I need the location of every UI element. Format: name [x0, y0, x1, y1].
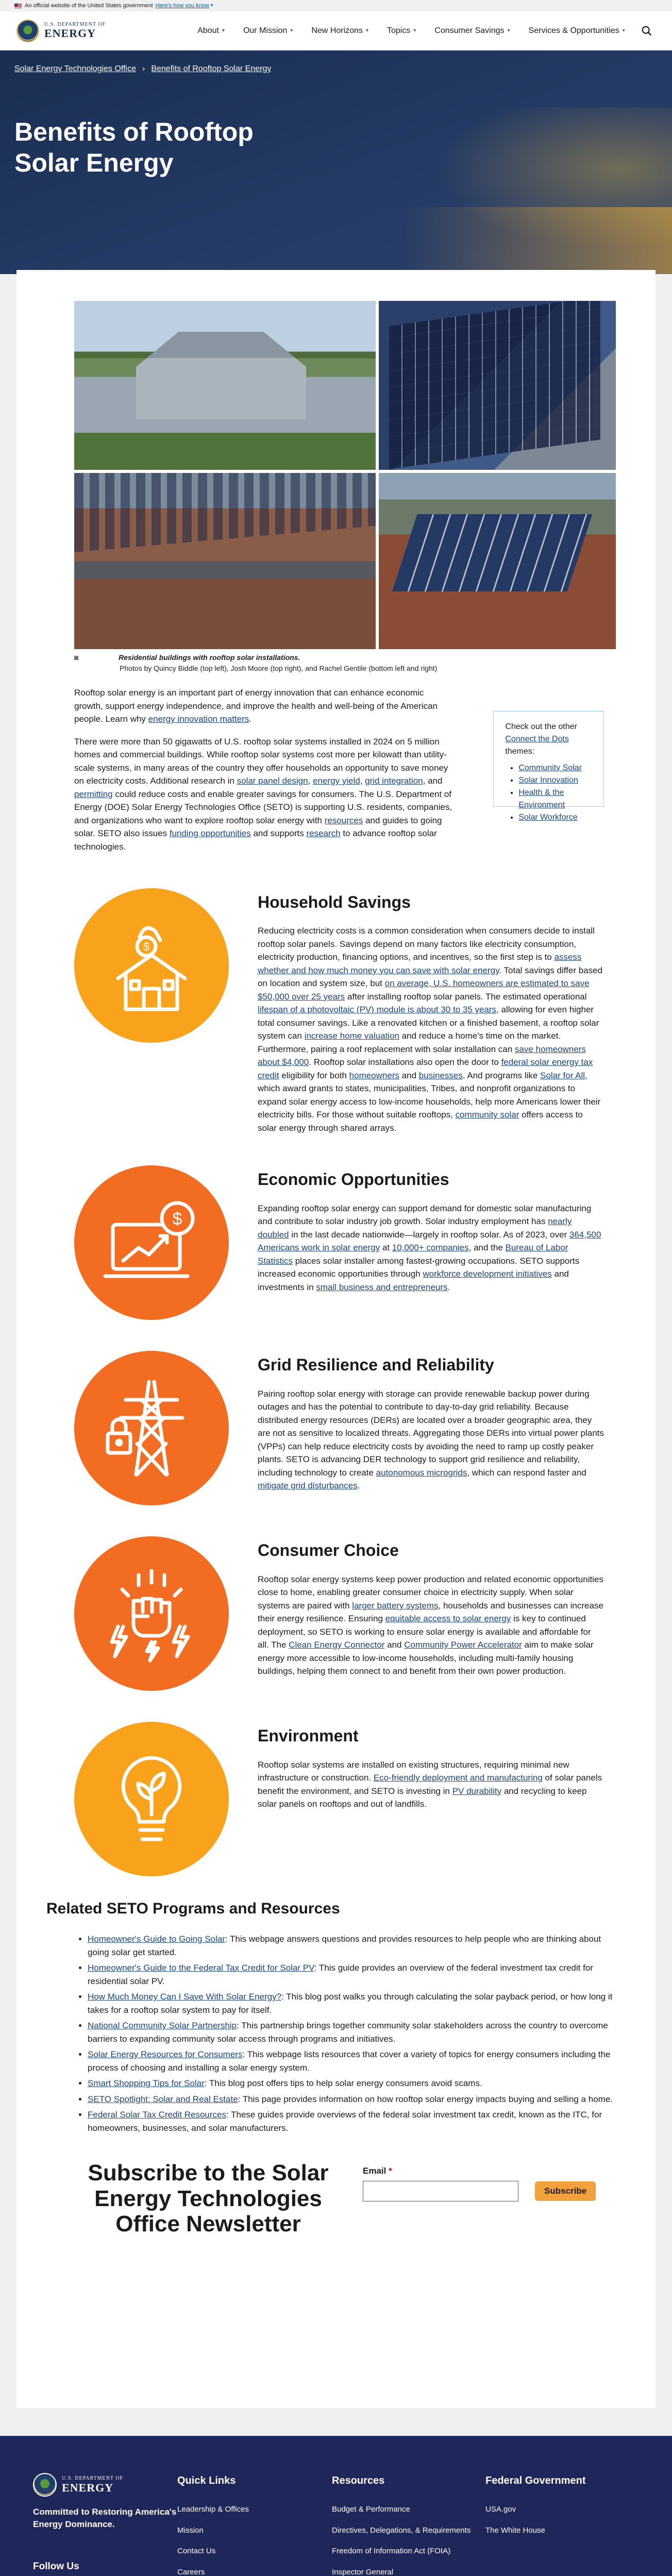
- subscribe-button[interactable]: Subscribe: [535, 2181, 596, 2201]
- footer-col-resources: Resources Budget & Performance Directives, Delegations, & Requirements Freedom of Information Act (FOIA) Inspector General: [332, 2475, 471, 2576]
- related-link[interactable]: How Much Money Can I Save With Solar Energy?: [88, 1992, 282, 2002]
- list-item: • Solar Energy Resources for Consumers: This webpage lists resources that cover a variety of topics for energy consumers including the process of choosing and installing a solar energy system.: [88, 2048, 617, 2074]
- topic-title: Economic Opportunities: [258, 1170, 449, 1189]
- intro-paragraph-1: Rooftop solar energy is an important part of energy innovation that can enhance economic growth, support energy independence, and improve the health and well-being of the American people. Learn why energy innovation matters.: [74, 688, 438, 724]
- newsletter-signup: [74, 2160, 604, 2236]
- topic-title: Environment: [258, 1726, 359, 1745]
- theme-item: [518, 774, 592, 787]
- topic-title: Consumer Choice: [258, 1541, 399, 1560]
- site-header: [0, 11, 672, 50]
- main-content: [16, 270, 656, 2408]
- footer-link[interactable]: USA.gov: [485, 2505, 516, 2514]
- connect-the-dots-box: Check out the other Connect the Dots themes: • Community Solar • Solar Innovation • Health & the Environment • Solar Workforce: [493, 711, 604, 807]
- topic-link[interactable]: lifespan of a photovoltaic (PV) module is about 30 to 35 years: [258, 1005, 497, 1015]
- topic-consumer-choice: [74, 1536, 604, 1691]
- topic-title: Grid Resilience and Reliability: [258, 1355, 494, 1375]
- photo-workers-installing-panels: [379, 301, 616, 470]
- nav-new-horizons[interactable]: New Horizons ▾: [311, 26, 368, 35]
- photo-rowhouses-aerial: [74, 473, 376, 649]
- list-item: • Federal Solar Tax Credit Resources: These guides provide overviews of the federal solar investment tax credit, known as the ITC, for homeowners, businesses, and solar manufacturers.: [88, 2108, 617, 2134]
- list-item: • Homeowner's Guide to the Federal Tax Credit for Solar PV: This guide provides an overview of the federal investment tax credit for residential solar PV.: [88, 1961, 617, 1988]
- breadcrumb-current[interactable]: Benefits of Rooftop Solar Energy: [151, 64, 272, 73]
- topic-environment: [74, 1722, 604, 1876]
- nav-our-mission[interactable]: Our Mission ▾: [243, 26, 293, 35]
- topic-body: Expanding rooftop solar energy can support demand for domestic solar manufacturing and contribute to solar industry job growth. Solar industry employment has nearly doubled in the last decade nationwide—largely in rooftop solar. As of 2023, over 364,500 Americans work in solar energy at 10,000+ companies, and the Bureau of Labor Statistics places solar installer among fastest-growing occupations. SETO supports increased economic opportunities through workforce development initiatives and investments in small business and entrepreneurs.: [258, 1203, 601, 1292]
- footer-link[interactable]: Leadership & Offices: [177, 2505, 249, 2514]
- related-link[interactable]: SETO Spotlight: Solar and Real Estate: [88, 2094, 238, 2104]
- topic-household-savings: [74, 888, 604, 1134]
- topic-link[interactable]: 364,500 Americans work in solar energy: [258, 1229, 601, 1253]
- energy-innovation-link[interactable]: energy innovation matters: [148, 714, 249, 724]
- search-button[interactable]: [638, 22, 656, 40]
- hero: [0, 50, 672, 274]
- email-field[interactable]: [363, 2181, 518, 2201]
- theme-list: [505, 762, 592, 824]
- doe-seal-icon: [33, 2473, 57, 2497]
- topic-economic-opportunities: [74, 1165, 604, 1320]
- footer-logo[interactable]: U.S. DEPARTMENT OF ENERGY: [33, 2473, 177, 2497]
- chevron-down-icon: ▾: [507, 28, 510, 33]
- intro-link[interactable]: resources: [324, 815, 363, 825]
- chevron-down-icon: ▾: [365, 28, 368, 33]
- theme-link-health-the-environment[interactable]: Health & the Environment: [518, 788, 565, 809]
- intro-link[interactable]: funding opportunities: [169, 828, 251, 838]
- footer-commitment: Committed to Restoring America's Energy Dominance.: [33, 2507, 177, 2529]
- list-item: • How Much Money Can I Save With Solar Energy?: This blog post walks you through calculating the solar payback period, or how long it takes for a rooftop solar system to pay for itself.: [88, 1990, 617, 2016]
- logo-line2: ENERGY: [44, 27, 96, 40]
- gov-banner: [0, 0, 672, 11]
- chevron-down-icon[interactable]: ▾: [210, 3, 213, 8]
- us-flag-icon: [14, 4, 22, 8]
- related-link[interactable]: Smart Shopping Tips for Solar: [88, 2078, 205, 2089]
- related-link[interactable]: Homeowner's Guide to the Federal Tax Credit for Solar PV: [88, 1963, 314, 1973]
- topic-link[interactable]: save homeowners about $4,000: [258, 1044, 586, 1067]
- related-link[interactable]: Federal Solar Tax Credit Resources: [88, 2110, 226, 2120]
- doe-logo[interactable]: [16, 20, 106, 42]
- list-item: • Homeowner's Guide to Going Solar: This webpage answers questions and provides resources to help people who are thinking about going solar get started.: [88, 1933, 617, 1959]
- related-resources: [46, 1897, 617, 2134]
- camera-icon: ◙: [74, 653, 79, 662]
- nav-about[interactable]: About ▾: [197, 26, 225, 35]
- site-footer: [0, 2436, 672, 2576]
- subscribe-form: [363, 2164, 596, 2201]
- chevron-down-icon: ▾: [622, 28, 625, 33]
- svg-text:$: $: [172, 1209, 182, 1229]
- svg-text:$: $: [143, 940, 150, 953]
- intro-link[interactable]: permitting: [74, 789, 113, 799]
- intro-text: [74, 686, 452, 862]
- related-link[interactable]: Homeowner's Guide to Going Solar: [88, 1934, 225, 1944]
- topic-body: Reducing electricity costs is a common consideration when consumers decide to install rooftop solar panels. Savings depend on many factors like electricity consumption, electricity production, financing options, and incentives, so the first step is to assess whether and how much money you can save with solar energy. Total savings differ based on location and system size, but on average, U.S. homeowners are estimated to save $50,000 over 25 years after installing rooftop solar panels. The estimated operational lifespan of a photovoltaic (PV) module is about 30 to 35 years, allowing for even higher total consumer savings. Like a renovated kitchen or a finished basement, a rooftop solar system can increase home valuation and reduce a home's time on the market. Furthermore, pairing a roof replacement with solar installation can save homeowners about $4,000. Rooftop solar installations also open the door to federal solar energy tax credit eligibility for both homeowners and businesses. And programs like Solar for All, which award grants to states, municipalities, Tribes, and nonprofit organizations to expand solar energy access to low-income households, help more Americans lower their electricity bills. For those without suitable rooftops, community solar offers access to solar energy through shared arrays.: [258, 926, 603, 1133]
- topic-link[interactable]: assess whether and how much money you can save with solar energy: [258, 952, 582, 975]
- logo-line1: U.S. DEPARTMENT OF: [44, 21, 106, 27]
- topics-section: [74, 888, 604, 1876]
- topic-link[interactable]: increase home valuation: [304, 1031, 399, 1041]
- intro-link[interactable]: energy yield: [313, 776, 360, 786]
- topic-link[interactable]: Community Power Accelerator: [404, 1640, 522, 1650]
- topic-link[interactable]: mitigate grid disturbances: [258, 1481, 358, 1491]
- footer-col-federal-government: Federal Government USA.gov The White House: [485, 2475, 586, 2535]
- footer-link[interactable]: Budget & Performance: [332, 2505, 410, 2514]
- breadcrumb-separator-icon: ›: [142, 64, 145, 73]
- intro-paragraph-2: There were more than 50 gigawatts of U.S. rooftop solar systems installed in 2024 on 5 million homes and commercial buildings. While rooftop solar systems cost more per kilowatt than utility-scale systems, in many areas of the country they offer households an opportunity to save money on electricity costs. Additional research in solar panel design, energy yield, grid integration, and permitting could reduce costs and enable greater savings for consumers. The U.S. Department of Energy (DOE) Solar Energy Technologies Office (SETO) is supporting U.S. residents, companies, and organizations who want to explore rooftop solar energy with resources and guides to going solar. SETO also issues funding opportunities and supports research to advance rooftop solar technologies.: [74, 736, 452, 852]
- gov-banner-text: An official website of the United States government: [25, 2, 153, 9]
- topic-link[interactable]: PV durability: [452, 1786, 502, 1796]
- footer-link[interactable]: The White House: [485, 2526, 545, 2535]
- caption-credit: Photos by Quincy Biddle (top left), Josh Moore (top right), and Rachel Gentile (bottom left and right): [120, 664, 438, 672]
- related-link[interactable]: Solar Energy Resources for Consumers: [88, 2049, 243, 2060]
- theme-link-community-solar[interactable]: Community Solar: [518, 764, 582, 772]
- topic-link[interactable]: small business and entrepreneurs: [316, 1282, 448, 1292]
- photo-caption: [74, 652, 617, 674]
- chevron-down-icon: ▾: [290, 28, 293, 33]
- topic-link[interactable]: Eco-friendly deployment and manufacturing: [373, 1773, 543, 1783]
- topic-title: Household Savings: [258, 893, 411, 911]
- photo-grid: [74, 301, 617, 649]
- theme-link-solar-innovation[interactable]: Solar Innovation: [518, 776, 578, 785]
- topic-link[interactable]: on average, U.S. homeowners are estimated to save $50,000 over 25 years: [258, 978, 590, 1002]
- nav-services-opportunities[interactable]: Services & Opportunities ▾: [528, 26, 625, 35]
- footer-link[interactable]: Mission: [177, 2526, 204, 2535]
- heres-how-link[interactable]: Here's how you know: [155, 2, 209, 9]
- topic-link[interactable]: workforce development initiatives: [423, 1269, 552, 1279]
- search-icon: [641, 25, 652, 37]
- topic-link[interactable]: Solar for All: [540, 1070, 585, 1080]
- topic-link[interactable]: larger battery systems: [352, 1600, 439, 1611]
- breadcrumb: [14, 50, 658, 75]
- topic-link[interactable]: autonomous microgrids: [376, 1467, 467, 1478]
- theme-item: [518, 811, 592, 824]
- intro-link[interactable]: solar panel design: [237, 776, 308, 786]
- footer-link[interactable]: Freedom of Information Act (FOIA): [332, 2547, 451, 2555]
- related-title: Related SETO Programs and Resources: [46, 1900, 340, 1918]
- topic-body: Rooftop solar systems are installed on existing structures, requiring minimal new infrastructure or construction. Eco-friendly deployment and manufacturing of solar panels benefit the environment, and SETO is investing in PV durability and recycling to keep solar panels on rooftops and out of landfills.: [258, 1759, 602, 1809]
- fist-lightning-icon: [74, 1536, 229, 1691]
- topic-link[interactable]: equitable access to solar energy: [385, 1614, 511, 1624]
- breadcrumb-link-seto[interactable]: Solar Energy Technologies Office: [14, 64, 136, 73]
- related-link[interactable]: National Community Solar Partnership: [88, 2021, 237, 2031]
- photo-apartment-rooftop-solar: [379, 473, 616, 649]
- topic-grid-resilience-and-reliability: [74, 1351, 604, 1505]
- topic-link[interactable]: businesses: [418, 1070, 463, 1080]
- topic-link[interactable]: 10,000+ companies: [392, 1243, 469, 1253]
- chevron-down-icon: ▾: [413, 28, 416, 33]
- theme-item: [518, 787, 592, 811]
- related-list: [74, 1933, 617, 2134]
- footer-link[interactable]: Contact Us: [177, 2547, 216, 2555]
- transmission-tower-lock-icon: [74, 1351, 229, 1505]
- list-item: • National Community Solar Partnership: This partnership brings together community solar stakeholders across the country to overcome barriers to expanding community solar access through programs and initiatives.: [88, 2019, 617, 2045]
- topic-body: Pairing rooftop solar energy with storage can provide renewable backup power during outages and has the potential to contribute to day-to-day grid reliability. Because distributed energy resources (DERs) are located over a broader geographic area, they are not as sensitive to localized threats. Aggregating those DERs into virtual power plants (VPPs) can help reduce electricity costs by avoiding the need to ramp up costly peaker plants. SETO is advancing DER technology to support grid resilience and reliability, including technology to create autonomous microgrids, which can respond faster and mitigate grid disturbances.: [258, 1388, 604, 1491]
- intro-link[interactable]: research: [306, 828, 341, 838]
- footer-link[interactable]: Directives, Delegations, & Requirements: [332, 2526, 471, 2535]
- leaf-bulb-icon: [74, 1722, 229, 1876]
- topic-link[interactable]: nearly doubled: [258, 1216, 572, 1240]
- main-nav: [197, 25, 625, 37]
- email-label: Email *: [363, 2166, 392, 2176]
- topic-link[interactable]: federal solar energy tax credit: [258, 1057, 593, 1080]
- theme-link-solar-workforce[interactable]: Solar Workforce: [518, 813, 578, 822]
- subscribe-title: Subscribe to the Solar Energy Technologies Office Newsletter: [88, 2160, 329, 2236]
- footer-link[interactable]: Careers: [177, 2567, 205, 2576]
- topic-link[interactable]: Clean Energy Connector: [289, 1640, 385, 1650]
- theme-item: [518, 762, 592, 774]
- footer-col-quick-links: Quick Links Leadership & Offices Mission Contact Us Careers: [177, 2475, 249, 2576]
- footer-link[interactable]: Inspector General: [332, 2567, 394, 2576]
- laptop-chart-dollar-icon: [74, 1165, 229, 1320]
- nav-topics[interactable]: Topics ▾: [387, 26, 416, 35]
- list-item: • SETO Spotlight: Solar and Real Estate: This page provides information on how rooftop solar energy impacts buying and selling a home.: [88, 2093, 617, 2106]
- topic-body: Rooftop solar energy systems keep power production and related economic opportunities close to home, enabling greater consumer choice in electricity supply. When solar systems are paired with larger battery systems, households and businesses can increase their energy resilience. Ensuring equitable access to solar energy is key to continued deployment, so SETO is working to ensure solar energy is available and affordable for all. The Clean Energy Connector and Community Power Accelerator aim to make solar energy more accessible to low-income households, including multi-family housing buildings, helping them connect to and benefit from their own power production.: [258, 1574, 603, 1676]
- topic-link[interactable]: Bureau of Labor Statistics: [258, 1243, 568, 1266]
- page-title: Benefits of Rooftop Solar Energy: [14, 117, 254, 177]
- caption-title: Residential buildings with rooftop solar installations.: [119, 653, 300, 662]
- doe-seal-icon: [16, 20, 39, 42]
- intro-link[interactable]: grid integration: [365, 776, 423, 786]
- topic-link[interactable]: community solar: [455, 1110, 519, 1120]
- house-coin-hand-icon: [74, 888, 229, 1043]
- chevron-down-icon: ▾: [222, 28, 225, 33]
- nav-consumer-savings[interactable]: Consumer Savings ▾: [434, 26, 510, 35]
- topic-link[interactable]: homeowners: [349, 1070, 399, 1080]
- list-item: • Smart Shopping Tips for Solar: This blog post offers tips to help solar energy consumers avoid scams.: [88, 2077, 617, 2090]
- follow-us-heading: Follow Us: [33, 2561, 79, 2572]
- photo-house-rooftop-solar: [74, 301, 376, 470]
- connect-the-dots-link[interactable]: Connect the Dots: [505, 735, 569, 743]
